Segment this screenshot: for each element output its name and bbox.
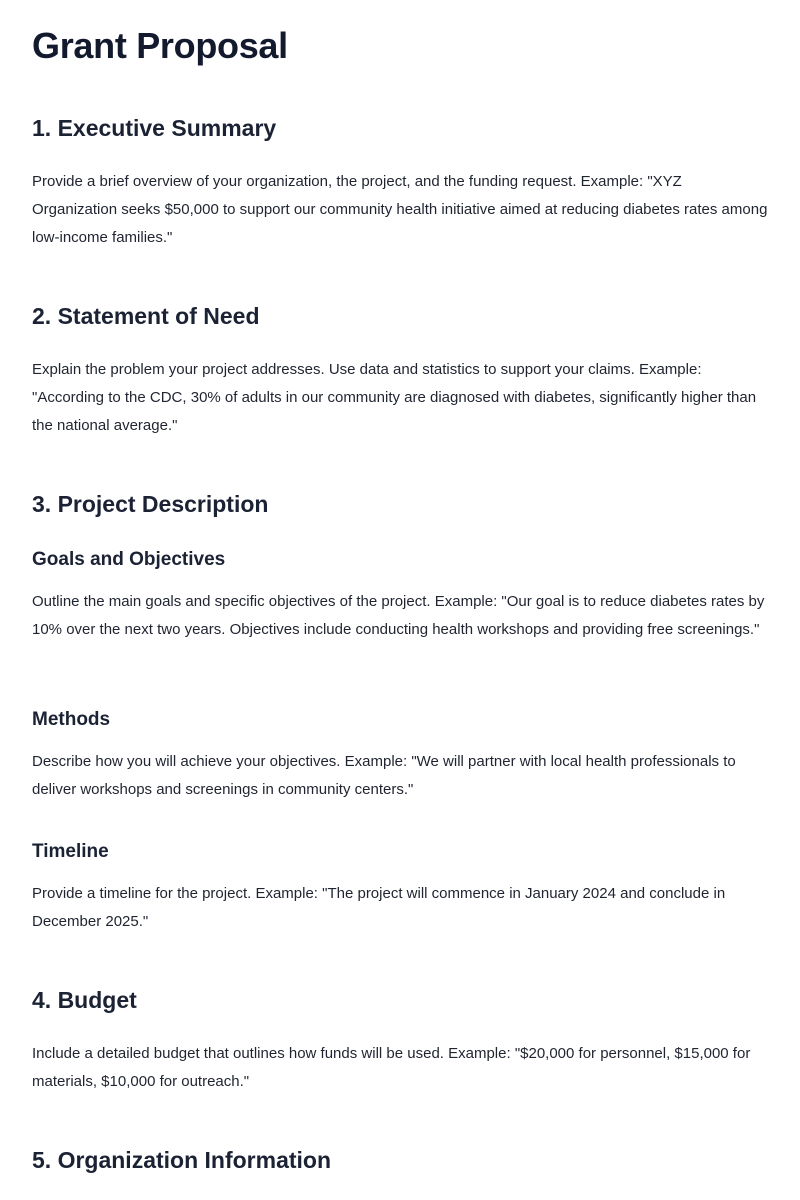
section-statement-of-need bbox=[32, 302, 768, 330]
page-title: Grant Proposal bbox=[32, 25, 288, 66]
methods-text: Describe how you will achieve your objectives. Example: "We will partner with local health professionals to deliver workshops and screenings in community centers." bbox=[32, 753, 736, 798]
budget-text: Include a detailed budget that outlines how funds will be used. Example: "$20,000 for personnel, $15,000 for materials, $10,000 for outreach." bbox=[32, 1045, 751, 1090]
section-heading-statement-of-need: 2. Statement of Need bbox=[32, 303, 260, 329]
section-budget bbox=[32, 986, 768, 1014]
subsection-goals-body bbox=[32, 588, 768, 644]
timeline-text: Provide a timeline for the project. Example: "The project will commence in January 2024 and conclude in December 2025." bbox=[32, 885, 726, 930]
executive-summary-text: Provide a brief overview of your organization, the project, and the funding request. Example: "XYZ Organization seeks $50,000 to support our community health initiative aimed at reducing diabetes rates among low-income families." bbox=[32, 173, 768, 246]
section-statement-of-need-body bbox=[32, 356, 768, 440]
subsection-heading-goals: Goals and Objectives bbox=[32, 549, 226, 570]
subsection-methods bbox=[32, 708, 768, 732]
goals-text: Outline the main goals and specific objectives of the project. Example: "Our goal is to reduce diabetes rates by 10% over the next two years. Objectives include conducting health workshops and providing free screenings." bbox=[32, 593, 765, 638]
section-heading-budget: 4. Budget bbox=[32, 987, 137, 1013]
subsection-heading-timeline: Timeline bbox=[32, 841, 109, 862]
section-heading-project-description: 3. Project Description bbox=[32, 491, 269, 517]
section-budget-body bbox=[32, 1040, 768, 1096]
section-project-description bbox=[32, 490, 768, 518]
statement-of-need-text: Explain the problem your project addresses. Use data and statistics to support your claims. Example: "According to the CDC, 30% of adults in our community are diagnosed with diabetes, significantly higher than the national average." bbox=[32, 361, 757, 434]
subsection-goals-and-objectives bbox=[32, 548, 768, 572]
subsection-timeline-body bbox=[32, 880, 768, 936]
section-heading-executive-summary: 1. Executive Summary bbox=[32, 115, 277, 141]
section-executive-summary bbox=[32, 114, 768, 142]
subsection-timeline bbox=[32, 840, 768, 864]
section-organization-information bbox=[32, 1146, 768, 1174]
section-executive-summary-body bbox=[32, 168, 768, 252]
subsection-methods-body bbox=[32, 748, 768, 804]
section-heading-organization-information: 5. Organization Information bbox=[32, 1147, 332, 1173]
subsection-heading-methods: Methods bbox=[32, 709, 111, 730]
